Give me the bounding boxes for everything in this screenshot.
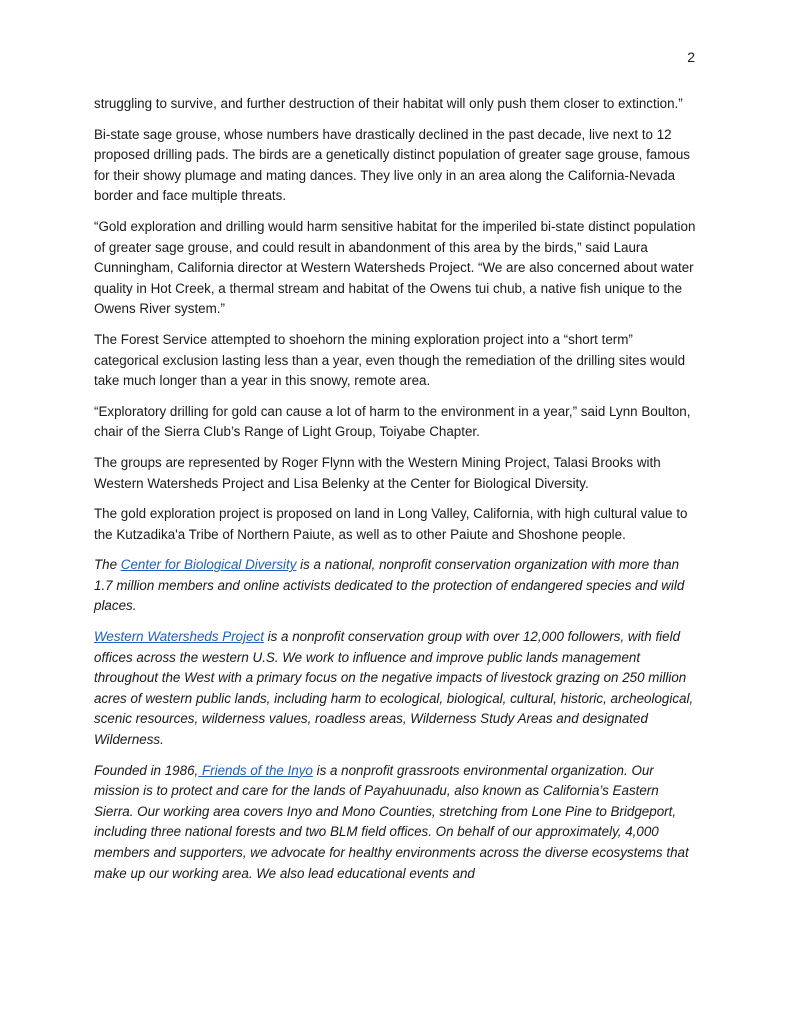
about-wwp-text: is a nonprofit conservation group with over 12,000 followers, with field offices across the western U.S. We work to influence and improve public lands management throughout the West with a primary focus on the negative impacts of livestock grazing on 250 million acres of western public lands, including harm to ecological, biological, cultural, historic, archeological, scenic resources, wilderness values, roadless areas, Wilderness Study Areas and designated Wilderness. [94, 629, 694, 748]
about-cbd-text: is a national, nonprofit conservation organization with more than 1.7 million members and online activists dedicated to the protection of endangered species and wild places. [94, 557, 685, 614]
paragraph-continuation: struggling to survive, and further destruction of their habitat will only push them closer to extinction.” [94, 96, 683, 111]
about-center-biological-diversity [94, 555, 700, 617]
western-watersheds-link[interactable]: Western Watersheds Project [94, 629, 264, 645]
paragraph-boulton-quote: “Exploratory drilling for gold can cause a lot of harm to the environment in a year,” said Lynn Boulton, chair of the Sierra Club’s Range of Light Group, Toiyabe Chapter. [94, 403, 691, 440]
friends-of-inyo-link[interactable]: Friends of the Inyo [198, 762, 313, 778]
page-number: 2 [687, 49, 695, 65]
paragraph-forest-service: The Forest Service attempted to shoehorn the mining exploration project into a “short term” categorical exclusion lasting less than a year, even though the remediation of the drilling sites would take much longer than a year in this snowy, remote area. [94, 331, 686, 389]
paragraph-long-valley: The gold exploration project is proposed on land in Long Valley, California, with high cultural value to the Kutzadika'a Tribe of Northern Paiute, as well as to other Paiute and Shoshone people. [94, 506, 688, 542]
paragraph-sage-grouse: Bi-state sage grouse, whose numbers have drastically declined in the past decade, live next to 12 proposed drilling pads. The birds are a genetically distinct population of greater sage grouse, famous for their showy plumage and mating dances. They live only in an area along the California-Nevada border and face multiple threats. [94, 126, 690, 204]
about-foi-text: is a nonprofit grassroots environmental organization. Our mission is to protect and care for the lands of Payahuunadu, also known as California’s Eastern Sierra. Our working area covers Inyo and Mono Counties, stretching from Lone Pine to Bridgeport, including three national forests and two BLM field offices. On behalf of our approximately, 4,000 members and supporters, we advocate for healthy environments across the diverse ecosystems that make up our working area. We also lead educational events and [94, 762, 689, 881]
document-body [94, 94, 700, 894]
about-foi-prefix: Founded in 1986, [94, 762, 199, 778]
center-biological-diversity-link[interactable]: Center for Biological Diversity [120, 557, 297, 573]
about-friends-of-inyo [94, 761, 700, 885]
paragraph-representation: The groups are represented by Roger Flynn with the Western Mining Project, Talasi Brooks with Western Watersheds Project and Lisa Belenky at the Center for Biological Diversity. [94, 454, 661, 491]
about-western-watersheds [94, 627, 700, 751]
paragraph-cunningham-quote: “Gold exploration and drilling would harm sensitive habitat for the imperiled bi-state distinct population of greater sage grouse, and could result in abandonment of this area by the birds,” said Laura Cunningham, California director at Western Watersheds Project. “We are also concerned about water quality in Hot Creek, a thermal stream and habitat of the Owens tui chub, a native fish unique to the Owens River system.” [94, 218, 696, 317]
about-cbd-prefix: The [94, 557, 121, 573]
